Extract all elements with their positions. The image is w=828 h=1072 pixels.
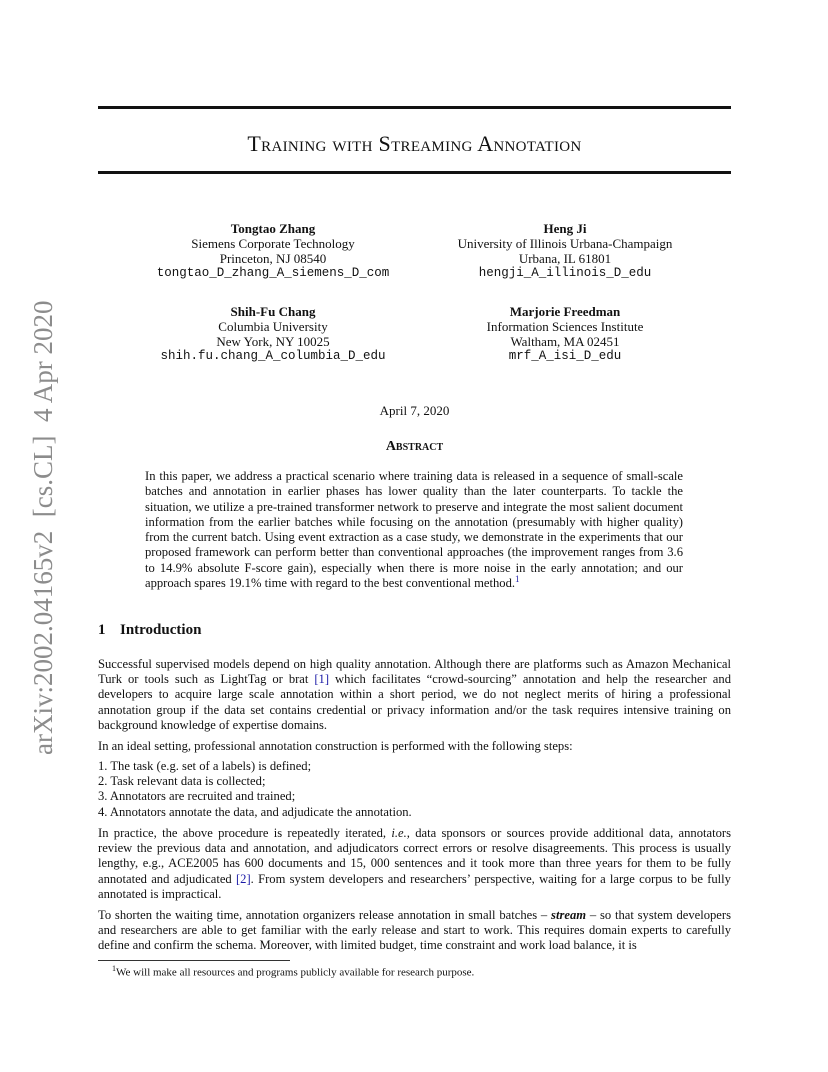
author-affiliation: Information Sciences Institute: [486, 319, 644, 334]
citation-link[interactable]: [2]: [235, 871, 251, 886]
intro-paragraph-1: [98, 657, 731, 733]
footnote-mark: 1: [112, 964, 116, 973]
text-run-bold-italic: stream: [551, 908, 587, 922]
footnote: [112, 964, 474, 979]
arxiv-stamp: [8, 290, 64, 760]
author-block: [128, 304, 418, 364]
author-location: Urbana, IL 61801: [518, 251, 612, 266]
footnote-text: We will make all resources and programs publicly available for research purpose.: [116, 966, 475, 979]
footnote-rule: [98, 960, 290, 961]
author-affiliation: Columbia University: [218, 319, 328, 334]
author-name: Tongtao Zhang: [230, 221, 316, 236]
text-run: . From system developers and researchers’ perspective, waiting for a large corpus to be fully annotated is impractical.: [98, 871, 731, 901]
author-name: Marjorie Freedman: [509, 304, 621, 319]
text-run: data sponsors or sources provide additional data, annotators review the previous data and annotation, and adjudicators correct errors or resolve disagreements. This process is usually lengthy, e.g., ACE2005 has 600 documents and 15, 000 sentences and it took more than three years for them to be fully annotated and adjudicated: [98, 826, 731, 886]
section-title: Introduction: [120, 622, 202, 638]
author-name: Shih-Fu Chang: [230, 304, 316, 319]
paper-date: April 7, 2020: [379, 403, 450, 418]
author-block: [128, 221, 418, 281]
intro-paragraph-4: [98, 908, 731, 954]
author-affiliation: Siemens Corporate Technology: [191, 236, 355, 251]
intro-paragraph-3: [98, 826, 731, 902]
abstract-text: [145, 469, 683, 591]
section-number: 1: [98, 622, 106, 638]
steps-list: [98, 759, 412, 820]
text-run-italic: i.e.,: [391, 826, 410, 840]
text-run: In practice, the above procedure is repeatedly iterated,: [98, 826, 392, 840]
text-run: – so that system developers and researchers are able to get familiar with the early release and start to work. This requires domain experts to carefully define and confirm the schema. Moreover, with limited budget, time constraint and work load balance, it is: [98, 908, 731, 953]
text-run: which facilitates “crowd-sourcing” annotation and help the researcher and developers to acquire large scale annotation within a short period, we do not neglect merits of hiring a professional annotation group if the data set contains credential or privacy information and/or the task requires intensive training on background knowledge of expertise domains.: [98, 672, 731, 732]
author-email[interactable]: tongtao_D_zhang_A_siemens_D_com: [156, 266, 390, 280]
footnote-link[interactable]: 1: [515, 573, 520, 584]
title-rule-top: [98, 106, 731, 109]
author-email[interactable]: shih.fu.chang_A_columbia_D_edu: [160, 349, 386, 363]
author-email[interactable]: hengji_A_illinois_D_edu: [478, 266, 652, 280]
author-name: Heng Ji: [543, 221, 587, 236]
paper-title: Training with Streaming Annotation: [247, 131, 582, 156]
list-item: 1. The task (e.g. set of a labels) is defined;: [98, 759, 312, 773]
text-run: To shorten the waiting time, annotation organizers release annotation in small batches –: [98, 908, 552, 922]
arxiv-stamp-text: arXiv:2002.04165v2 [cs.CL] 4 Apr 2020: [28, 300, 58, 755]
title-rule-bottom: [98, 171, 731, 174]
text-run: Successful supervised models depend on high quality annotation. Although there are platforms such as Amazon Mechanical Turk or tools such as LightTag or brat: [98, 657, 731, 687]
author-location: New York, NY 10025: [216, 334, 330, 349]
author-email[interactable]: mrf_A_isi_D_edu: [508, 349, 622, 363]
abstract-body: In this paper, we address a practical scenario where training data is released in a sequence of small-scale batches and annotation in earlier phases has lower quality than the later counterparts. To tackle the situation, we utilize a pre-trained transformer network to preserve and integrate the most salient document information from the earlier batches while focusing on the annotation (presumably with higher quality) from the current batch. Using event extraction as a case study, we demonstrate in the experiments that our proposed framework can perform better than conventional approaches (the improvement ranges from 3.6 to 14.9% absolute F-score gain), especially when there is more noise in the early annotation; and our approach spares 19.1% time with regard to the best conventional method.: [145, 469, 683, 591]
list-item: 2. Task relevant data is collected;: [98, 774, 266, 789]
intro-paragraph-2: In an ideal setting, professional annotation construction is performed with the following steps:: [98, 739, 573, 753]
author-location: Princeton, NJ 08540: [219, 251, 327, 266]
abstract-heading: Abstract: [385, 439, 444, 454]
list-item: 4. Annotators annotate the data, and adjudicate the annotation.: [98, 804, 412, 819]
author-affiliation: University of Illinois Urbana-Champaign: [457, 236, 673, 251]
citation-link[interactable]: [1]: [314, 672, 330, 687]
author-block: [420, 304, 710, 364]
section-heading: [98, 622, 201, 639]
author-location: Waltham, MA 02451: [510, 334, 620, 349]
list-item: 3. Annotators are recruited and trained;: [98, 789, 296, 804]
author-block: [420, 221, 710, 281]
